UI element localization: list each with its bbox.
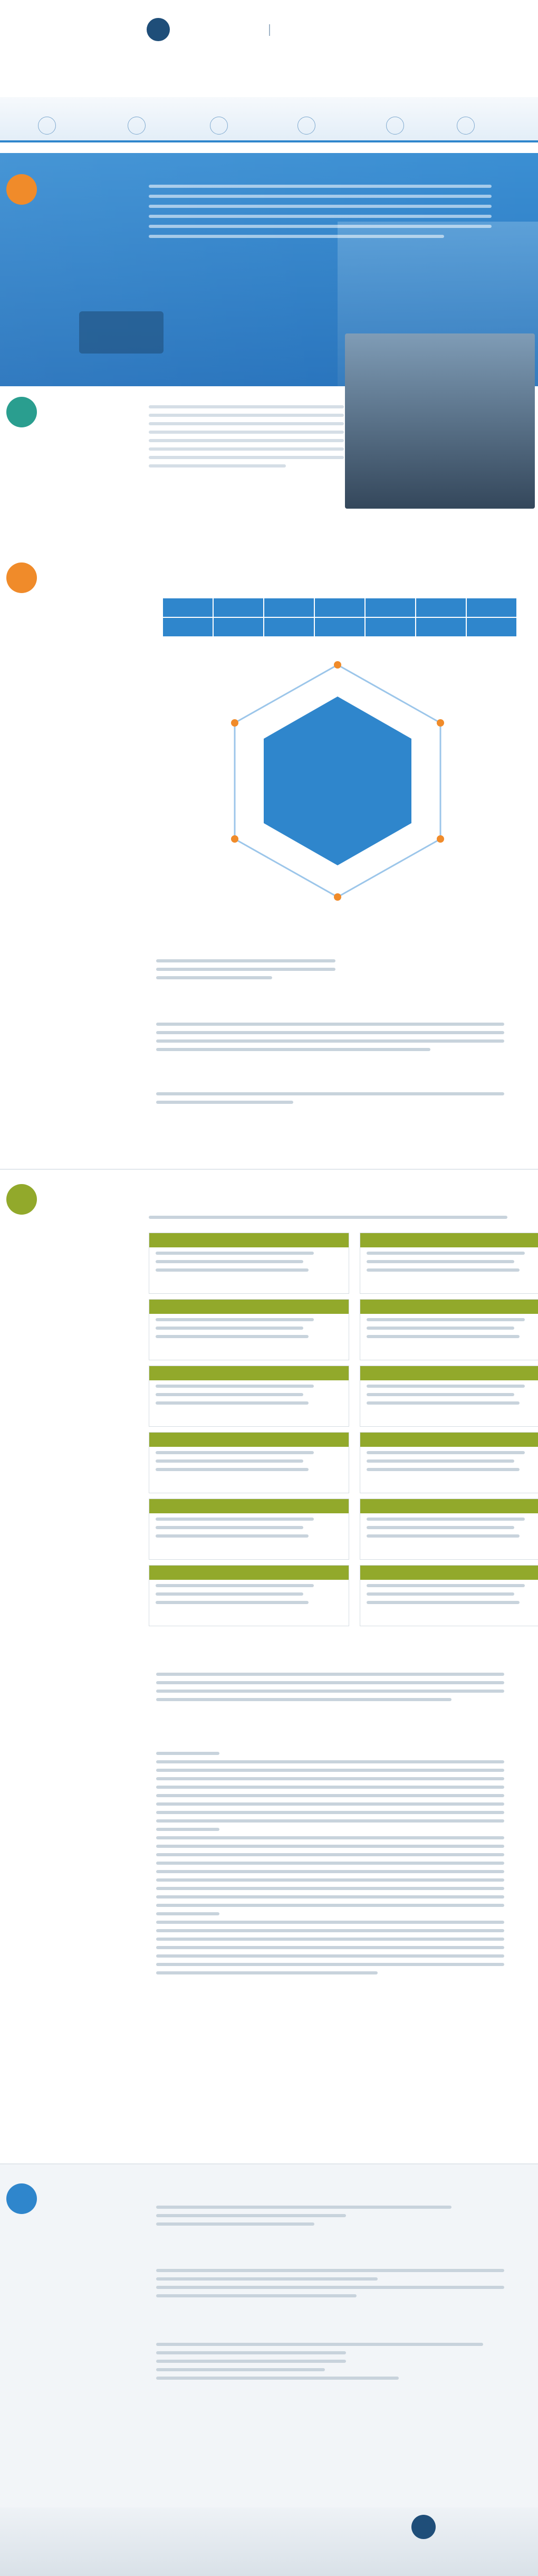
course-module <box>149 1432 349 1493</box>
reg-c-text <box>156 2343 483 2385</box>
section-3-number <box>6 562 37 593</box>
top-header <box>0 0 538 95</box>
footer-logo-icon <box>411 2515 436 2539</box>
nav-num <box>386 117 404 135</box>
nav-num <box>128 117 146 135</box>
module-head <box>360 1499 538 1513</box>
ring-dot <box>231 835 238 843</box>
ring-dot <box>437 719 444 727</box>
module-head <box>149 1499 349 1513</box>
reg-b-text <box>156 2269 504 2303</box>
course-module <box>360 1366 538 1427</box>
course-module <box>360 1299 538 1360</box>
ring-dot <box>334 661 341 669</box>
section-2-number <box>6 397 37 427</box>
grid-cell <box>264 617 314 637</box>
module-head <box>149 1366 349 1380</box>
module-head <box>360 1300 538 1314</box>
nav-num <box>210 117 228 135</box>
grid-cell <box>314 617 365 637</box>
grid-cell <box>416 598 466 617</box>
module-head <box>360 1366 538 1380</box>
course-module <box>149 1499 349 1560</box>
module-head <box>360 1433 538 1447</box>
detail-b-text <box>156 959 335 985</box>
grid-cell <box>365 617 416 637</box>
book-image <box>79 311 164 354</box>
course-module <box>149 1233 349 1294</box>
nav-item-6[interactable] <box>457 115 480 136</box>
section-1-text <box>149 185 492 238</box>
graduates-photo <box>345 333 535 509</box>
header-divider <box>269 24 270 36</box>
detail-c-text <box>156 1023 504 1056</box>
grid-cell <box>264 598 314 617</box>
section-1-number <box>6 174 37 205</box>
course-module <box>360 1233 538 1294</box>
section-5-number <box>6 2183 37 2214</box>
nav-item-5[interactable] <box>386 115 409 136</box>
nav-num <box>297 117 315 135</box>
nav-item-3[interactable] <box>210 115 233 136</box>
module-head <box>149 1233 349 1247</box>
module-head <box>360 1233 538 1247</box>
course-b-text <box>156 1673 504 1706</box>
ring-dot <box>437 835 444 843</box>
course-module <box>360 1499 538 1560</box>
footer <box>0 2507 538 2576</box>
nav-num <box>457 117 475 135</box>
grid-cell <box>466 598 517 617</box>
module-head <box>149 1566 349 1580</box>
section-4-divider <box>0 1169 538 1170</box>
hex-diagram <box>179 649 496 913</box>
grid-cell <box>416 617 466 637</box>
nav-num <box>38 117 56 135</box>
module-head <box>360 1566 538 1580</box>
section-2-text <box>149 405 344 473</box>
course-module <box>360 1432 538 1493</box>
course-module <box>149 1565 349 1626</box>
section-4-number <box>6 1184 37 1215</box>
grid-cell <box>162 598 213 617</box>
grid-cell <box>466 617 517 637</box>
module-head <box>149 1433 349 1447</box>
course-intro <box>149 1216 507 1224</box>
detail-d-text <box>156 1092 504 1109</box>
course-module <box>149 1366 349 1427</box>
grid-cell <box>162 617 213 637</box>
grid-cell <box>314 598 365 617</box>
hex-inner <box>264 697 411 865</box>
nav-item-1[interactable] <box>38 115 61 136</box>
grid-cell <box>213 598 264 617</box>
logo-icon <box>147 18 170 41</box>
course-c-text <box>156 1752 504 1980</box>
nav-item-4[interactable] <box>297 115 321 136</box>
ring-dot <box>334 893 341 901</box>
module-head <box>149 1300 349 1314</box>
course-module <box>360 1565 538 1626</box>
ring-dot <box>231 719 238 727</box>
nav-item-2[interactable] <box>128 115 151 136</box>
course-module <box>149 1299 349 1360</box>
grid-cell <box>365 598 416 617</box>
reg-a-text <box>156 2206 451 2231</box>
grid-cell <box>213 617 264 637</box>
